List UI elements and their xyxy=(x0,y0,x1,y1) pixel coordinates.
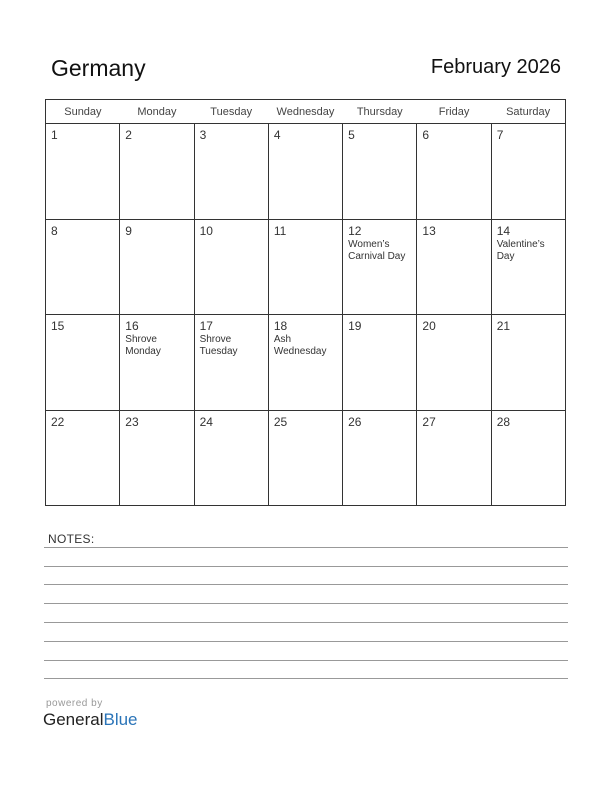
day-number: 8 xyxy=(51,223,58,238)
day-cell xyxy=(268,219,342,315)
day-number: 12 xyxy=(348,223,362,238)
note-line xyxy=(44,603,568,604)
day-cell xyxy=(46,124,120,220)
day-number: 3 xyxy=(199,128,207,142)
calendar-grid xyxy=(45,99,566,506)
day-cell xyxy=(491,315,565,411)
day-cell xyxy=(417,315,491,411)
day-cell xyxy=(194,410,268,506)
day-cell xyxy=(268,410,342,506)
day-number: 19 xyxy=(348,319,362,333)
weekday-sunday: Sunday xyxy=(46,100,120,124)
day-cell xyxy=(343,315,417,411)
day-number: 9 xyxy=(125,223,132,238)
day-cell xyxy=(120,219,194,315)
holiday-label: Valentine’s Day xyxy=(496,238,545,262)
day-cell xyxy=(194,219,268,315)
day-cell xyxy=(343,124,417,220)
day-cell xyxy=(268,315,342,411)
day-number: 1 xyxy=(51,128,58,142)
day-number: 28 xyxy=(496,414,511,429)
day-cell xyxy=(417,219,491,315)
day-number: 15 xyxy=(51,319,65,333)
week-row xyxy=(46,124,566,220)
day-number: 2 xyxy=(125,128,132,142)
day-cell xyxy=(46,410,120,506)
day-cell xyxy=(268,124,342,220)
day-cell xyxy=(46,315,120,411)
weekday-header-row xyxy=(46,100,566,124)
day-number: 11 xyxy=(273,223,287,238)
day-cell xyxy=(120,410,194,506)
weekday-friday: Friday xyxy=(417,100,491,124)
month-year-title: February 2026 xyxy=(430,56,561,78)
note-line xyxy=(44,678,568,679)
day-number: 22 xyxy=(51,414,65,429)
notes-label: NOTES: xyxy=(48,532,95,546)
day-number: 23 xyxy=(125,414,139,429)
day-cell xyxy=(491,124,565,220)
day-number: 21 xyxy=(496,319,511,333)
weekday-tuesday: Tuesday xyxy=(194,100,268,124)
holiday-label: Ash Wednesday xyxy=(273,334,327,357)
day-number: 26 xyxy=(348,414,362,429)
day-cell xyxy=(120,124,194,220)
day-cell xyxy=(343,219,417,315)
day-number: 4 xyxy=(273,128,281,142)
weekday-thursday: Thursday xyxy=(343,100,417,124)
day-number: 27 xyxy=(422,414,436,429)
day-cell xyxy=(120,315,194,411)
day-number: 17 xyxy=(199,319,213,333)
weekday-wednesday: Wednesday xyxy=(268,100,342,124)
generalblue-logo[interactable] xyxy=(43,710,138,730)
day-cell xyxy=(194,315,268,411)
holiday-label: Women’s Carnival Day xyxy=(348,238,406,262)
brand-general: General xyxy=(43,710,104,729)
powered-by-text: powered by xyxy=(46,698,103,709)
day-cell xyxy=(194,124,268,220)
day-cell xyxy=(417,410,491,506)
note-line xyxy=(44,641,568,642)
day-number: 13 xyxy=(422,223,436,238)
day-number: 18 xyxy=(273,319,288,333)
day-cell xyxy=(491,410,565,506)
week-row xyxy=(46,219,566,315)
note-line xyxy=(44,622,568,623)
note-line xyxy=(44,584,568,585)
day-number: 24 xyxy=(199,414,213,429)
day-number: 20 xyxy=(422,319,436,333)
week-row xyxy=(46,410,566,506)
day-number: 10 xyxy=(199,223,213,238)
week-row xyxy=(46,315,566,411)
day-number: 14 xyxy=(496,223,511,238)
holiday-label: Shrove Monday xyxy=(125,334,161,357)
day-cell xyxy=(46,219,120,315)
day-cell xyxy=(417,124,491,220)
holiday-label: Shrove Tuesday xyxy=(199,334,238,357)
day-cell xyxy=(491,219,565,315)
brand-blue: Blue xyxy=(103,710,138,729)
note-line xyxy=(44,566,568,567)
weekday-saturday: Saturday xyxy=(491,100,565,124)
note-line xyxy=(44,660,568,661)
day-cell xyxy=(343,410,417,506)
weekday-monday: Monday xyxy=(120,100,194,124)
day-number: 25 xyxy=(273,414,288,429)
day-number: 6 xyxy=(422,128,430,142)
day-number: 7 xyxy=(496,128,504,142)
day-number: 5 xyxy=(348,128,355,142)
country-title: Germany xyxy=(51,55,146,81)
day-number: 16 xyxy=(125,319,139,333)
note-line xyxy=(44,547,568,548)
